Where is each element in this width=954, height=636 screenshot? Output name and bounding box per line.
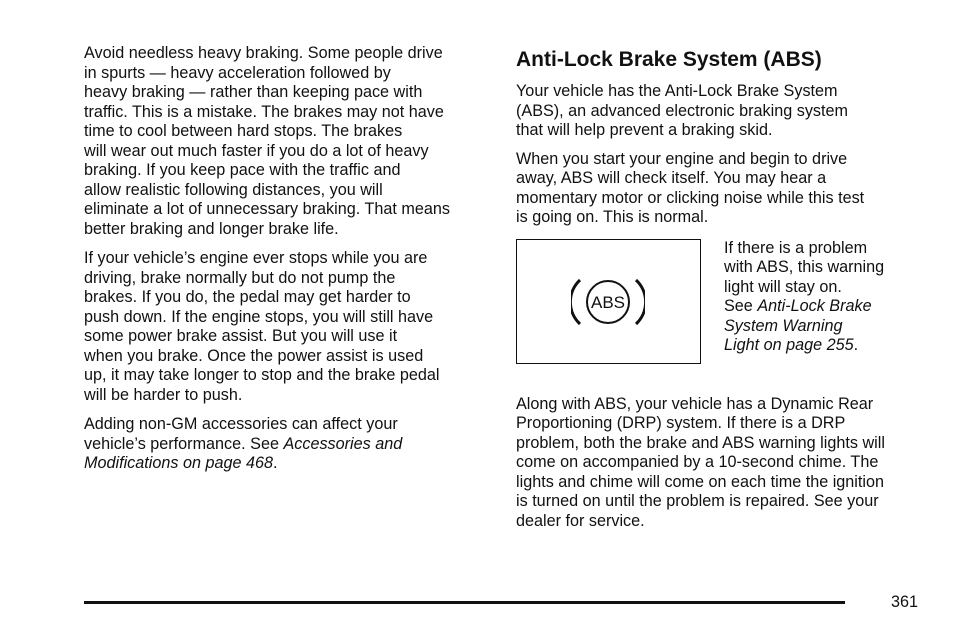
caption-text	[724, 239, 924, 356]
paragraph-drp	[516, 395, 920, 532]
text-line: that will help prevent a braking skid.	[516, 121, 773, 139]
text-line	[724, 336, 924, 356]
cross-reference-link[interactable]: Accessories and	[283, 434, 403, 453]
text-line: away, ABS will check itself. You may hear a	[516, 169, 827, 187]
text-line: better braking and longer brake life.	[84, 219, 339, 238]
text-line	[84, 454, 490, 474]
text-line: Avoid needless heavy braking. Some people drive	[84, 44, 443, 62]
text-segment: vehicle’s performance. See	[84, 434, 284, 453]
text-line: is going on. This is normal.	[516, 208, 709, 226]
paragraph-engine-stops	[84, 249, 490, 405]
text-line: will be harder to push.	[84, 385, 243, 404]
text-line: when you brake. Once the power assist is used	[84, 346, 424, 365]
text-line: allow realistic following distances, you will	[84, 180, 383, 199]
text-segment: .	[853, 336, 859, 354]
abs-warning-light-box	[516, 239, 701, 364]
section-heading: Anti-Lock Brake System (ABS)	[516, 48, 822, 71]
text-line: up, it may take longer to stop and the brake pedal	[84, 366, 440, 384]
text-line	[724, 297, 924, 317]
text-line: Along with ABS, your vehicle has a Dynamic Rear	[516, 394, 874, 413]
text-line: push down. If the engine stops, you will still have	[84, 307, 434, 326]
text-line: lights and chime will come on each time the ignition	[516, 472, 885, 491]
text-line: time to cool between hard stops. The brakes	[84, 122, 403, 140]
text-line: driving, brake normally but do not pump the	[84, 268, 396, 287]
text-line: some power brake assist. But you will use it	[84, 327, 398, 345]
text-line: in spurts — heavy acceleration followed by	[84, 63, 391, 82]
paragraph-heavy-braking	[84, 44, 490, 239]
left-column	[84, 44, 490, 484]
text-segment: .	[273, 454, 278, 472]
text-line: heavy braking — rather than keeping pace with	[84, 83, 423, 101]
text-line: dealer for service.	[516, 511, 645, 530]
text-line: will wear out much faster if you do a lot of heavy	[84, 141, 429, 160]
figure-caption	[724, 239, 924, 356]
text-line: brakes. If you do, the pedal may get harder to	[84, 288, 411, 306]
text-line: eliminate a lot of unnecessary braking. That means	[84, 200, 450, 218]
text-line: momentary motor or clicking noise while this test	[516, 188, 865, 207]
right-column	[516, 44, 920, 540]
paragraph-abs-intro	[516, 82, 920, 141]
text-line: problem, both the brake and ABS warning lights will	[516, 433, 885, 452]
text-line: When you start your engine and begin to drive	[516, 149, 848, 168]
text-line: traffic. This is a mistake. The brakes may not have	[84, 102, 444, 121]
text-line: If your vehicle’s engine ever stops while you are	[84, 249, 428, 267]
text-line: is turned on until the problem is repaired. See your	[516, 492, 879, 510]
abs-figure	[516, 239, 920, 367]
cross-reference-link[interactable]: Light on page 255	[724, 336, 854, 354]
text-segment: See	[724, 297, 758, 315]
text-line: (ABS), an advanced electronic braking system	[516, 101, 849, 120]
text-line: braking. If you keep pace with the traffic and	[84, 161, 401, 179]
paragraph-abs-self-check	[516, 150, 920, 228]
text-line: Proportioning (DRP) system. If there is a DRP	[516, 414, 846, 432]
text-line	[724, 317, 924, 337]
paragraph-accessories	[84, 415, 490, 474]
abs-warning-light-icon	[571, 275, 645, 329]
text-line	[84, 435, 490, 455]
text-line: Your vehicle has the Anti-Lock Brake System	[516, 82, 838, 100]
text-line: with ABS, this warning	[724, 258, 885, 276]
page-number: 361	[890, 593, 918, 611]
cross-reference-link[interactable]: Modifications on page 468	[84, 454, 273, 472]
text-line: come on accompanied by a 10-second chime. The	[516, 453, 879, 471]
text-line: light will stay on.	[724, 277, 842, 296]
text-line: Adding non-GM accessories can affect your	[84, 415, 398, 433]
abs-icon-label: ABS	[590, 292, 626, 312]
cross-reference-link[interactable]: Anti-Lock Brake	[757, 297, 872, 315]
cross-reference-link[interactable]: System Warning	[724, 316, 843, 335]
text-line: If there is a problem	[724, 238, 868, 257]
footer-rule	[84, 601, 845, 604]
